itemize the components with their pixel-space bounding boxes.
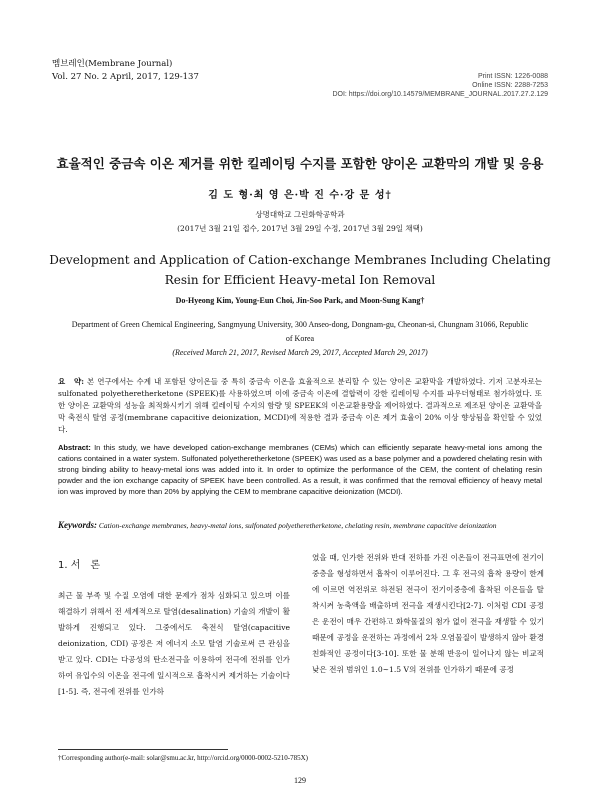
korean-affiliation: 상명대학교 그린화학공학과: [255, 210, 345, 219]
english-abstract-label: Abstract:: [58, 443, 91, 452]
korean-authors: 김 도 형·최 영 은·박 진 수·강 문 성†: [208, 190, 392, 201]
journal-name: 멤브레인(Membrane Journal): [52, 59, 173, 69]
body-column-right: 였을 때, 인가한 전위와 반대 전하를 가진 이온들이 전극표면에 전기이중층을 형성하면서 흡착이 이루어진다. 그 후 전극의 흡착 용량이 한계에 이르면 역전위로 하전된 전극이 전기이중층에 흡착된 이온들을 탈착시켜 농축액을 배출하며 전극을 재생시킨다[2-7]. 이처럼 CDI 공정은 운전이 매우 간편하고 화학물질의 첨가 없이 전극을 재생할 수 있기 때문에 공정을 운전하는 과정에서 2차 오염물질이 발생하지 않아 환경 친화적인 공정이다[3-10]. 또한 물 분해 반응이 일어나지 않는 비교적 낮은 전위 범위인 1.0~1.5 V의 전위를 인가하기 때문에 공정: [312, 553, 544, 674]
footnote-divider: [58, 749, 228, 750]
korean-affiliation-block: [0, 208, 600, 236]
doi: DOI: https://doi.org/10.14579/MEMBRANE_JOURNAL.2017.27.2.129: [332, 91, 548, 98]
issn-block: [332, 72, 548, 99]
section-title: 1. 서 론: [58, 560, 101, 571]
corresponding-author-footnote: †Corresponding author(e-mail: solar@smu.ac.kr, http://orcid.org/0000-0002-5210-785X): [58, 754, 309, 762]
english-dates: (Received March 21, 2017, Revised March 29, 2017, Accepted March 29, 2017): [172, 348, 428, 357]
page-number: 129: [294, 776, 306, 785]
english-title: Development and Application of Cation-exchange Membranes Including Chelating Resin for Efficient Heavy-metal Ion Removal: [49, 253, 551, 287]
english-authors: Do-Hyeong Kim, Young-Eun Choi, Jin-Soo Park, and Moon-Sung Kang†: [175, 296, 425, 305]
keywords-text: Cation-exchange membranes, heavy-metal ions, sulfonated polyetheretherketone, chelating resin, membrane capacitive deionization: [98, 521, 497, 530]
keywords-label: Keywords:: [58, 520, 97, 530]
keywords: [58, 520, 542, 531]
print-issn: Print ISSN: 1226-0088: [477, 73, 548, 80]
online-issn: Online ISSN: 2288-7253: [472, 82, 548, 89]
korean-dates: (2017년 3월 21일 접수, 2017년 3월 29일 수정, 2017년 3월 29일 채택): [177, 224, 423, 233]
korean-abstract-label: 요 약:: [58, 377, 85, 386]
english-abstract-text: In this study, we have developed cation-exchange membranes (CEMs) which can efficiently separate heavy-metal ions among the cations contained in a water system. Sulfonated polyetheretherketone (SPEEK) was used as a base polymer and a powdered chelating resin with strong binding ability to heavy-metal ions was added into it. In order to optimize the performance of the CEM, the content of chelating resin powder and the ion exchange capacity of SPEEK have been controlled. As a result, it was confirmed that the removal efficiency of heavy metal ion was improved by more than 20% by applying the CEM to membrane capacitive deionization (MCDI).: [58, 443, 542, 496]
english-abstract: [58, 442, 542, 497]
body-column-left: 최근 물 부족 및 수질 오염에 대한 문제가 점차 심화되고 있으며 이를 해결하기 위해서 전 세계적으로 탈염(desalination) 기술의 개발이 활발하게 진행되고 있다. 그중에서도 축전식 탈염(capacitive deionization, CDI) 공정은 저 에너지 소모 탈염 기술로써 큰 관심을 받고 있다. CDI는 다공성의 탄소전극을 이용하여 전극에 전위를 인가하여 유입수의 이온을 전극에 일시적으로 흡착시켜 제거하는 기술이다[1-5]. 즉, 전극에 전위를 인가하: [58, 591, 290, 696]
korean-abstract: [58, 376, 542, 436]
korean-title: 효율적인 중금속 이온 제거를 위한 킬레이팅 수지를 포함한 양이온 교환막의 개발 및 응용: [56, 156, 544, 171]
korean-abstract-text: 본 연구에서는 수계 내 포함된 양이온들 중 특히 중금속 이온을 효율적으로 분리할 수 있는 양이온 교환막을 개발하였다. 기저 고분자로는 sulfonated polyetheretherketone (SPEEK)를 사용하였으며 이에 중금속 이온에 결합력이 강한 킬레이팅 수지를 파우더형태로 첨가하였다. 또한 양이온 교환막의 성능을 최적화시키기 위해 킬레이팅 수지의 함량 및 SPEEK의 이온교환용량을 제어하였다. 결과적으로 제조된 양이온 교환막을 막 축전식 탈염 공정(membrane capacitive deionization, MCDI)에 적용한 결과 중금속 이온 제거 효율이 20% 이상 향상됨을 확인할 수 있었다.: [58, 377, 542, 434]
english-affiliation: Department of Green Chemical Engineering, Sangmyung University, 300 Anseo-dong, Dongnam-gu, Cheonan-si, Chungnam 31066, Republic of Korea: [71, 320, 529, 343]
journal-header: [52, 58, 199, 84]
english-affiliation-block: [70, 318, 530, 360]
journal-volume: Vol. 27 No. 2 April, 2017, 129-137: [52, 72, 199, 82]
